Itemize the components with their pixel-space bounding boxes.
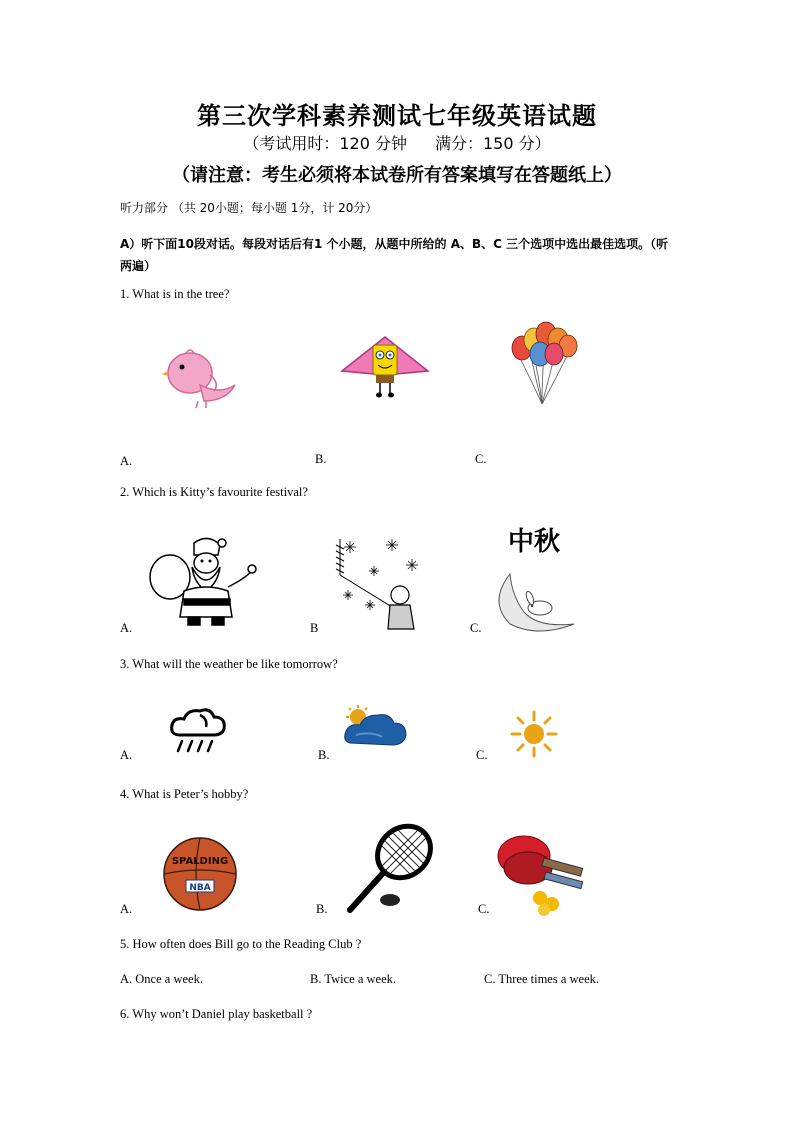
question-6: 6. Why won’t Daniel play basketball ? (120, 1007, 313, 1021)
q2-option-a-label: A. (120, 621, 133, 635)
question-1: 1. What is in the tree? (120, 287, 230, 301)
basketball-nba-text: NBA (189, 883, 211, 893)
question-2: 2. Which is Kitty’s favourite festival? (120, 485, 308, 499)
page-title: 第三次学科素养测试七年级英语试题 (197, 102, 597, 130)
rain-cloud-icon (168, 705, 228, 755)
q2-option-c-label: C. (470, 621, 482, 635)
table-tennis-icon (496, 832, 592, 916)
q5-option-c: C. Three times a week. (484, 972, 600, 986)
q3-option-a-label: A. (120, 748, 133, 762)
exam-notice: （请注意：考生必须将本试卷所有答案填写在答题纸上） (172, 165, 622, 186)
question-4: 4. What is Peter’s hobby? (120, 787, 249, 801)
q3-option-c-label: C. (476, 748, 488, 762)
q5-option-b: B. Twice a week. (310, 972, 397, 986)
exam-time: （考试用时：120 分钟 (243, 134, 407, 153)
q4-option-c-label: C. (478, 902, 490, 916)
q5-option-a: A. Once a week. (120, 972, 203, 986)
section-instruction: A）听下面10段对话。每段对话后有1 个小题，从题中所给的 A、B、C 三个选项中选出最佳选项。（听两遍） (120, 237, 669, 273)
mid-autumn-text: 中秋 (508, 527, 561, 557)
q1-option-b-label: B. (315, 452, 327, 466)
q2-option-b-label: B (310, 621, 319, 635)
q4-option-a-label: A. (120, 902, 133, 916)
section-title: 听力部分 （共 20小题；每小题 1分，计 20分） (120, 201, 378, 215)
sun-icon (510, 710, 558, 758)
basketball-brand-text: SPALDING (171, 856, 229, 867)
q1-option-a-label: A. (120, 454, 133, 468)
balloons-icon (510, 322, 580, 407)
tennis-racket-icon (340, 818, 440, 918)
exam-info (0, 131, 794, 154)
q1-option-c-label: C. (475, 452, 487, 466)
exam-score: 满分：150 分） (435, 134, 551, 153)
q3-option-b-label: B. (318, 748, 330, 762)
fireworks-boy-icon (330, 535, 430, 632)
q4-option-b-label: B. (316, 902, 328, 916)
basketball-icon (162, 836, 238, 912)
question-5: 5. How often does Bill go to the Reading Club ? (120, 937, 362, 951)
santa-claus-icon (148, 535, 256, 630)
mid-autumn-moon-rabbit-icon (488, 522, 588, 632)
cloudy-sun-icon (342, 705, 408, 751)
bird-icon (160, 345, 240, 410)
kite-icon (340, 335, 430, 400)
question-3: 3. What will the weather be like tomorrow? (120, 657, 338, 671)
